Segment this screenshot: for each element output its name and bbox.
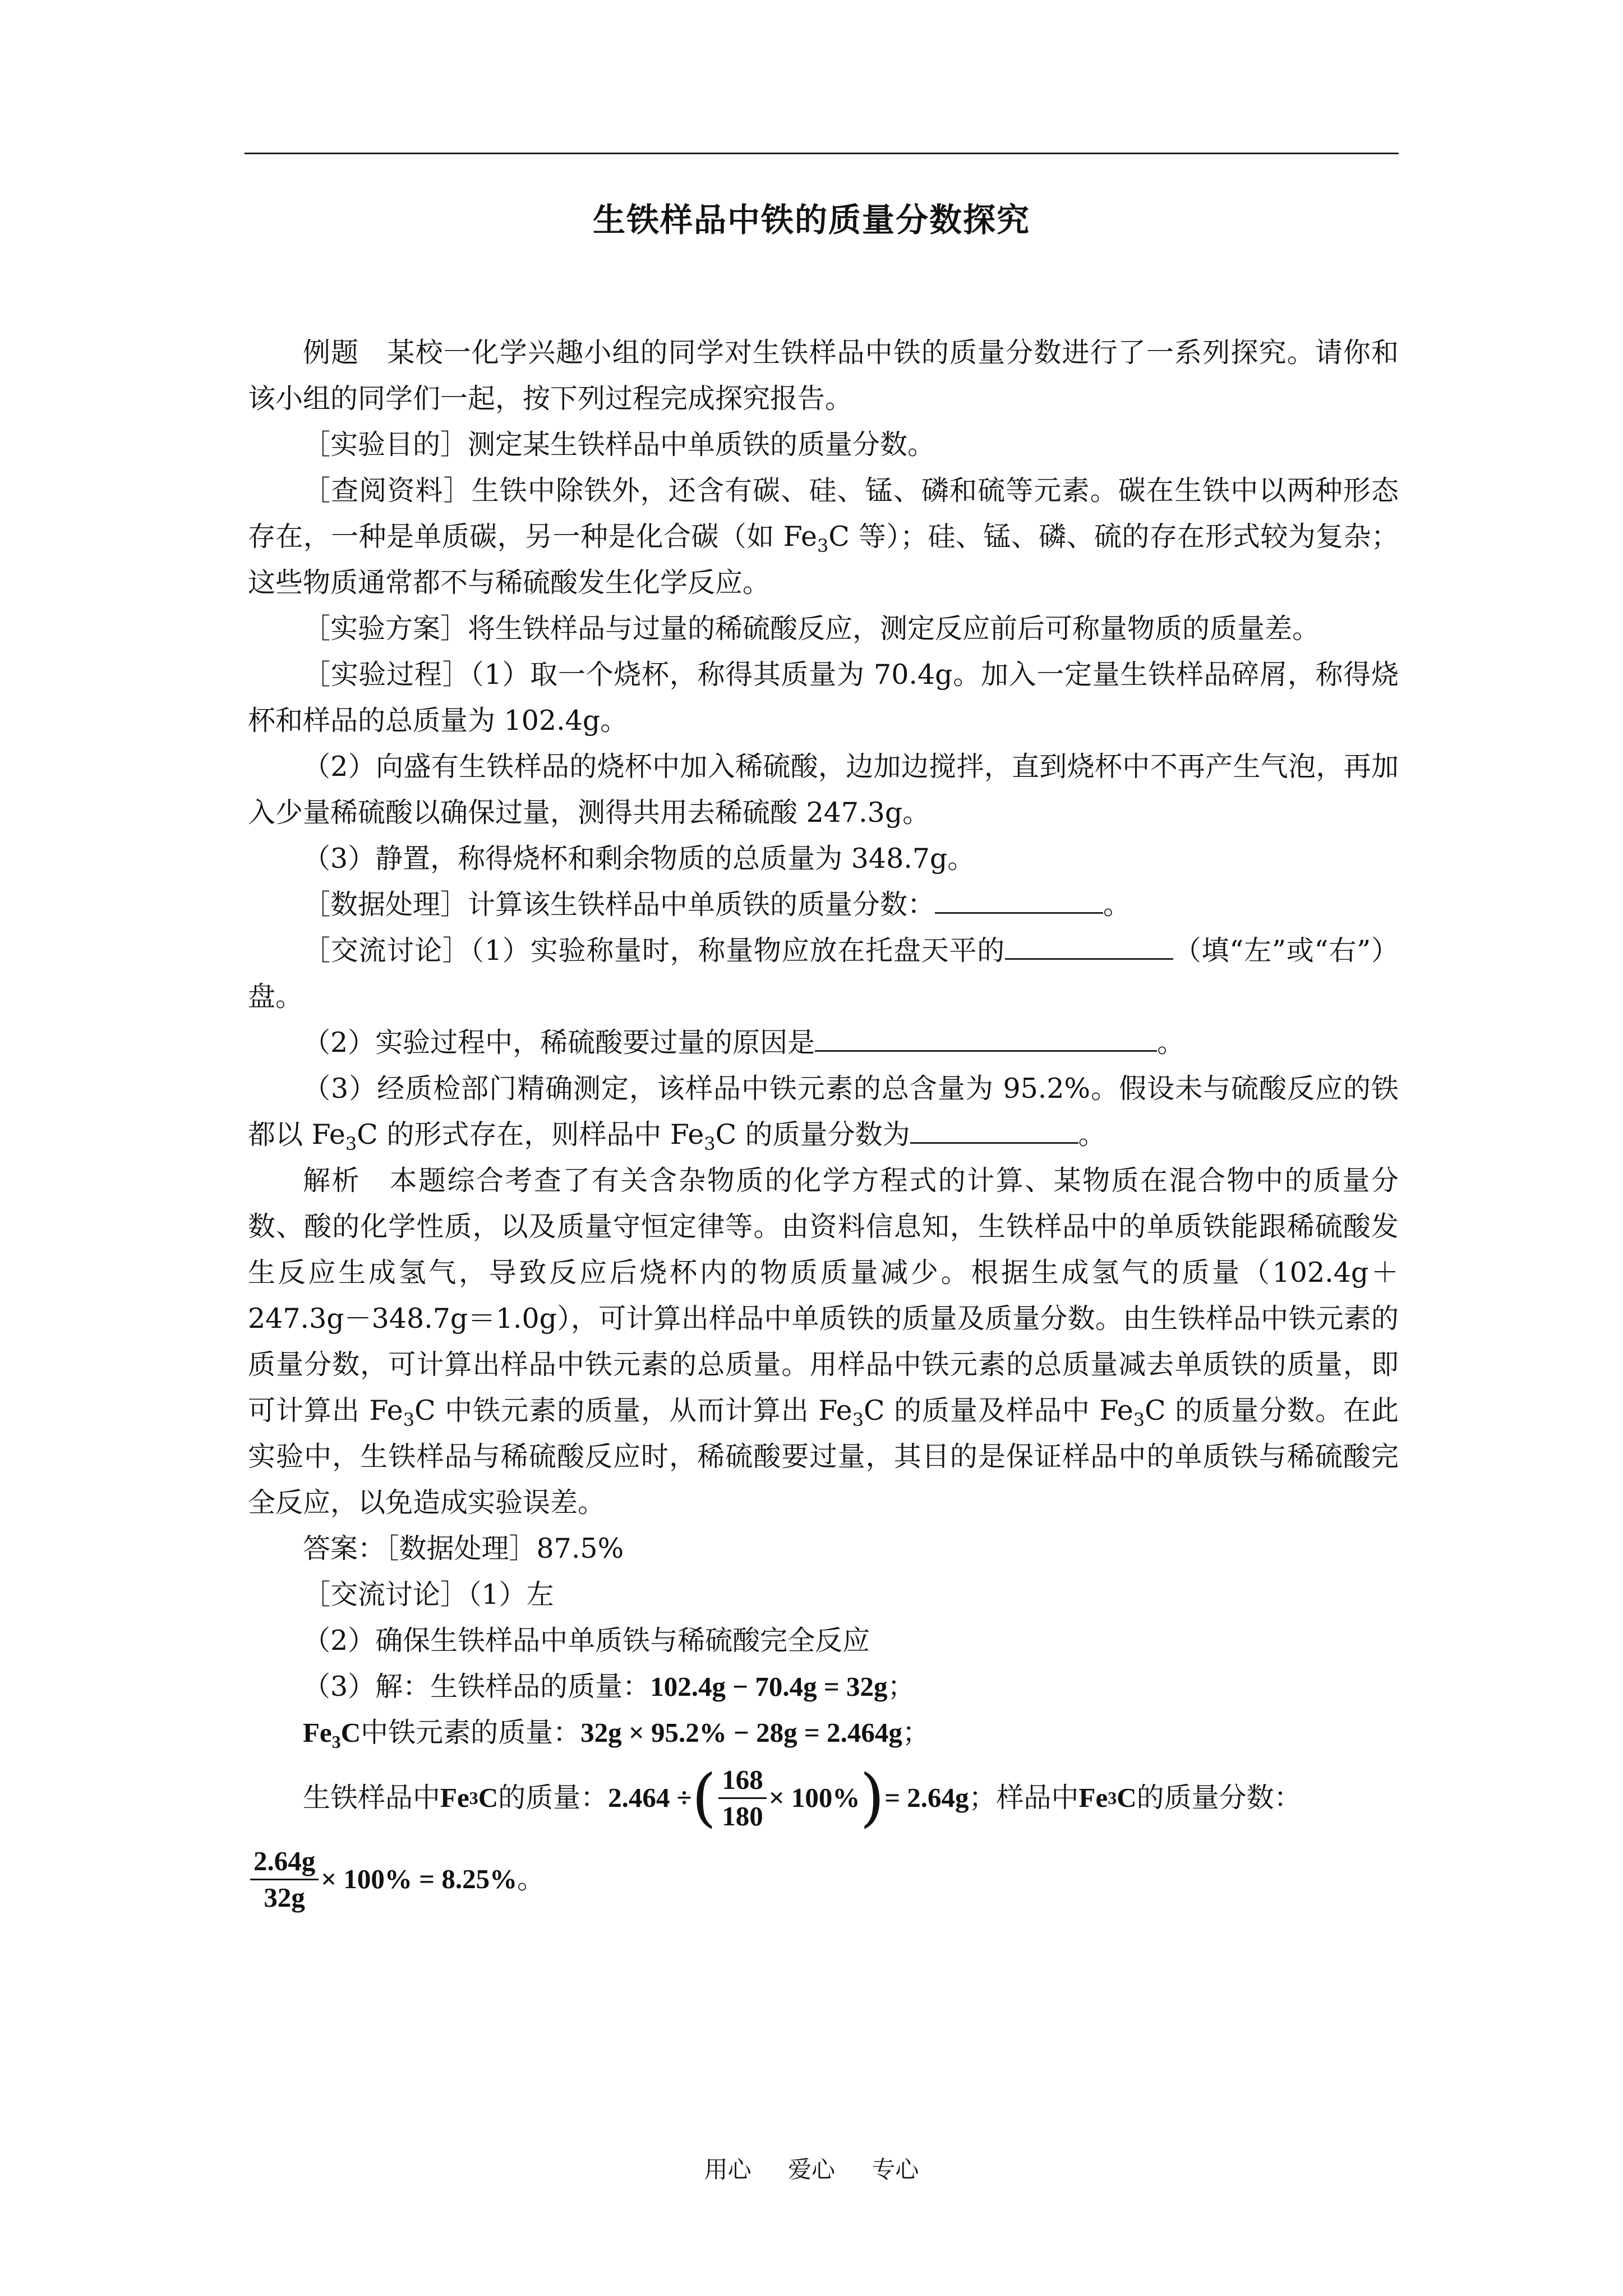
analysis-label: 解析	[303, 1165, 361, 1197]
fraction-mass: $\frac{2.64g}{32g}$	[250, 1844, 319, 1915]
math-expression: 102.4g − 70.4g = 32g	[650, 1671, 888, 1702]
answer-line-7: $\frac{2.64g}{32g}$ × 100% = 8.25% 。	[248, 1840, 1399, 1918]
answer-line-5: $Fe_3C$中铁元素的质量：32g × 95.2% − 28g = 2.464g；	[303, 1717, 930, 1752]
purpose-paragraph: ［实验目的］测定某生铁样品中单质铁的质量分数。	[303, 429, 935, 461]
answer-blank	[1005, 931, 1173, 960]
data-processing-question: ［数据处理］计算该生铁样品中单质铁的质量分数： 。	[248, 882, 1399, 928]
answer-line-6: 生铁样品中 Fe 3 C 的质量： 2.464 ÷ ( $\frac{168}{180}$ × 100% ) = 2.64g ；样品中 Fe 3 C 的质量分数：	[303, 1761, 1302, 1834]
intro-label: 例题	[303, 337, 359, 369]
answer-line-2: ［交流讨论］（1）左	[303, 1579, 554, 1611]
reference-paragraph: ［查阅资料］生铁中除铁外，还含有碳、硅、锰、磷和硫等元素。碳在生铁中以两种形态存在，一种是单质碳，另一种是化合碳（如 $Fe_3C$ 等）；硅、锰、磷、硫的存在形式较为复杂；这些物质通常都不与稀硫酸发生化学反应。	[248, 475, 1399, 599]
document-body	[248, 330, 1399, 1918]
process-step-3: （3）静置，称得烧杯和剩余物质的总质量为 348.7g。	[303, 843, 975, 875]
footer-text-3: 专心	[872, 2156, 919, 2183]
process-step-1: ［实验过程］（1）取一个烧杯，称得其质量为 70.4g。加入一定量生铁样品碎屑，称得烧杯和样品的总质量为 102.4g。	[248, 659, 1399, 737]
footer-text-1: 用心	[704, 2156, 751, 2183]
answer-line-3: （2）确保生铁样品中单质铁与稀硫酸完全反应	[303, 1625, 870, 1657]
math-expression: 32g × 95.2% − 28g = 2.464g	[580, 1717, 902, 1748]
header-rule	[245, 153, 1399, 154]
fraction-168-180: $\frac{168}{180}$	[718, 1763, 767, 1834]
answer-blank	[815, 1023, 1157, 1052]
process-step-2: （2）向盛有生铁样品的烧杯中加入稀硫酸，边加边搅拌，直到烧杯中不再产生气泡，再加入少量稀硫酸以确保过量，测得共用去稀硫酸 247.3g。	[248, 751, 1399, 829]
answer-blank	[935, 885, 1103, 914]
discussion-question-2: （2）实验过程中，稀硫酸要过量的原因是 。	[248, 1020, 1399, 1066]
intro-text: 某校一化学兴趣小组的同学对生铁样品中铁的质量分数进行了一系列探究。请你和该小组的同学们一起，按下列过程完成探究报告。	[248, 337, 1399, 415]
discussion-question-1: ［交流讨论］（1）实验称量时，称量物应放在托盘天平的 （填“左”或“右”）盘。	[248, 928, 1399, 1020]
document-title: 生铁样品中铁的质量分数探究	[592, 201, 1030, 239]
answer-line-4: （3）解：生铁样品的质量：102.4g − 70.4g = 32g；	[303, 1671, 915, 1703]
footer-text-2: 爱心	[787, 2156, 835, 2183]
plan-paragraph: ［实验方案］将生铁样品与过量的稀硫酸反应，测定反应前后可称量物质的质量差。	[303, 613, 1320, 645]
right-paren: )	[860, 1761, 885, 1834]
answer-blank	[910, 1115, 1078, 1144]
discussion-question-3: （3）经质检部门精确测定，该样品中铁元素的总含量为 95.2%。假设未与硫酸反应的铁都以 $Fe_3C$ 的形式存在，则样品中 $Fe_3C$ 的质量分数为 。	[248, 1073, 1399, 1154]
left-paren: (	[691, 1761, 717, 1834]
page-footer	[0, 2151, 1623, 2185]
analysis-paragraph: 解析 本题综合考查了有关含杂物质的化学方程式的计算、某物质在混合物中的质量分数、酸的化学性质，以及质量守恒定律等。由资料信息知，生铁样品中的单质铁能跟稀硫酸发生反应生成氢气，导致反应后烧杯内的物质质量减少。根据生成氢气的质量（102.4g＋247.3g－348.7g＝1.0g），可计算出样品中单质铁的质量及质量分数。由生铁样品中铁元素的质量分数，可计算出样品中铁元素的总质量。用样品中铁元素的总质量减去单质铁的质量，即可计算出 $Fe_3C$ 中铁元素的质量，从而计算出 $Fe_3C$ 的质量及样品中 $Fe_3C$ 的质量分数。在此实验中，生铁样品与稀硫酸反应时，稀硫酸要过量，其目的是保证样品中的单质铁与稀硫酸完全反应，以免造成实验误差。	[248, 1165, 1399, 1519]
answer-line-1: 答案：［数据处理］87.5%	[303, 1533, 624, 1565]
intro-paragraph	[248, 330, 1399, 422]
